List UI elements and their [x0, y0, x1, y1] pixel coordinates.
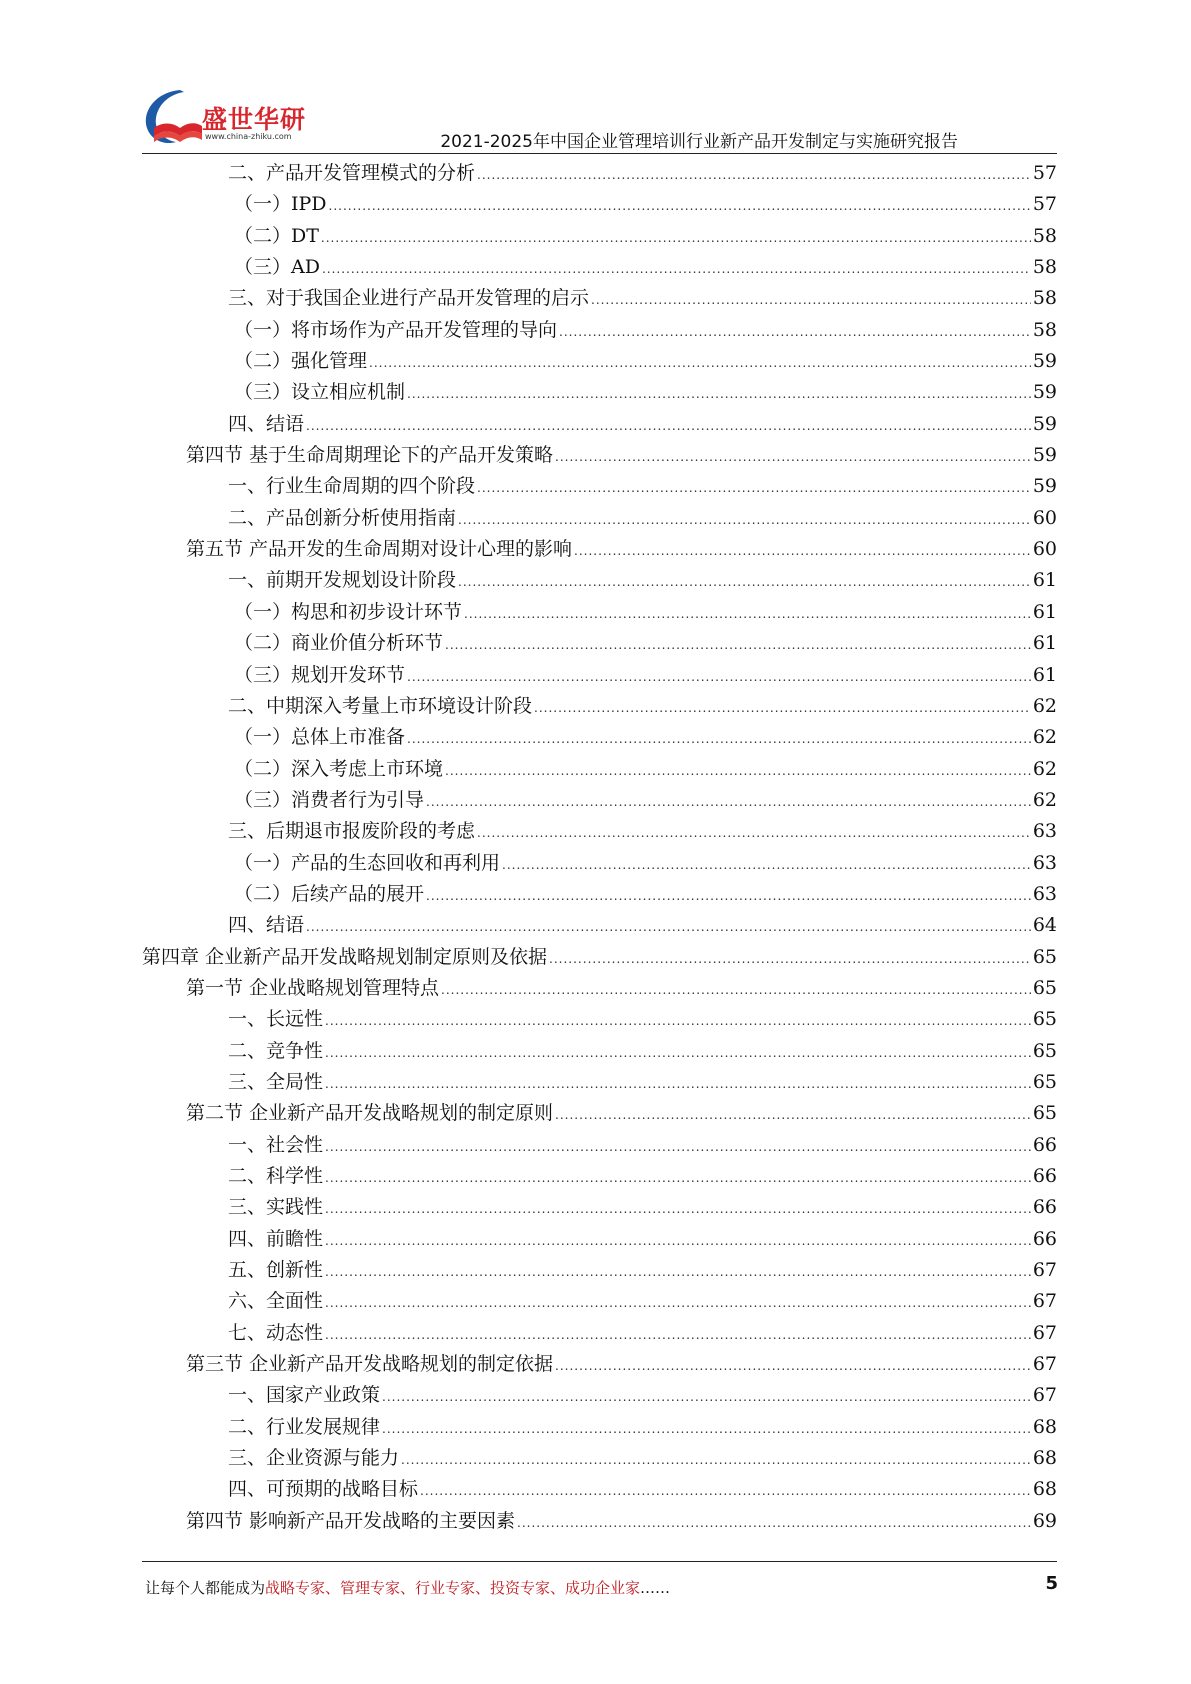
toc-leader-dots — [477, 473, 1031, 504]
toc-entry[interactable] — [142, 660, 1057, 691]
toc-entry[interactable] — [142, 346, 1057, 377]
slogan-highlight: 战略专家、管理专家、行业专家、投资专家、成功企业家 — [265, 1579, 641, 1597]
toc-entry[interactable] — [142, 409, 1057, 440]
footer-slogan — [145, 1577, 670, 1598]
toc-entry-title: 第二节 企业新产品开发战略规划的制定原则 — [186, 1102, 554, 1125]
toc-entry-title: 第四章 企业新产品开发战略规划制定原则及依据 — [142, 945, 548, 968]
toc-leader-dots — [407, 662, 1031, 693]
toc-leader-dots — [325, 1069, 1031, 1100]
toc-entry[interactable] — [142, 315, 1057, 346]
toc-entry-title: 一、社会性 — [228, 1133, 324, 1156]
toc-entry[interactable] — [142, 1161, 1057, 1192]
toc-entry-page: 58 — [1032, 224, 1057, 247]
toc-entry[interactable] — [142, 1349, 1057, 1380]
toc-entry-page: 65 — [1032, 1070, 1057, 1093]
logo-name: 盛世华研 — [202, 105, 307, 134]
toc-entry-title: 一、前期开发规划设计阶段 — [228, 569, 457, 592]
toc-leader-dots — [321, 223, 1031, 254]
toc-entry[interactable] — [142, 597, 1057, 628]
toc-leader-dots — [591, 285, 1031, 316]
toc-entry-page: 62 — [1032, 757, 1057, 780]
toc-entry-page: 61 — [1032, 632, 1057, 655]
toc-entry[interactable] — [142, 1224, 1057, 1255]
toc-entry-title: 七、动态性 — [228, 1321, 324, 1344]
page-header — [0, 0, 1191, 160]
toc-leader-dots — [426, 787, 1031, 818]
toc-leader-dots — [407, 379, 1031, 410]
toc-entry-title: 第四节 影响新产品开发战略的主要因素 — [186, 1509, 516, 1532]
toc-entry[interactable] — [142, 1130, 1057, 1161]
toc-entry-page: 67 — [1032, 1321, 1057, 1344]
toc-entry[interactable] — [142, 503, 1057, 534]
toc-entry-page: 61 — [1032, 600, 1057, 623]
slogan-suffix: …… — [640, 1579, 671, 1597]
toc-entry[interactable] — [142, 879, 1057, 910]
toc-entry-title: 六、全面性 — [228, 1290, 324, 1313]
toc-entry[interactable] — [142, 471, 1057, 502]
toc-entry[interactable] — [142, 1067, 1057, 1098]
toc-entry-title: 第一节 企业战略规划管理特点 — [186, 976, 440, 999]
toc-entry-title: 第三节 企业新产品开发战略规划的制定依据 — [186, 1353, 554, 1376]
toc-entry[interactable] — [142, 189, 1057, 220]
toc-entry-page: 60 — [1032, 506, 1057, 529]
toc-leader-dots — [517, 1508, 1031, 1539]
toc-entry-page: 67 — [1032, 1290, 1057, 1313]
footer-divider — [142, 1561, 1057, 1562]
toc-entry-page: 66 — [1032, 1227, 1057, 1250]
toc-entry-page: 65 — [1032, 1039, 1057, 1062]
toc-entry[interactable] — [142, 1004, 1057, 1035]
toc-leader-dots — [306, 912, 1031, 943]
toc-entry-title: 三、实践性 — [228, 1196, 324, 1219]
toc-entry-title: 一、行业生命周期的四个阶段 — [228, 475, 476, 498]
toc-leader-dots — [559, 317, 1031, 348]
toc-leader-dots — [426, 881, 1031, 912]
toc-entry-title: （一）将市场作为产品开发管理的导向 — [234, 318, 558, 341]
toc-leader-dots — [325, 1226, 1031, 1257]
toc-entry[interactable] — [142, 565, 1057, 596]
toc-leader-dots — [555, 1351, 1031, 1382]
toc-entry-title: （二）深入考虑上市环境 — [234, 757, 444, 780]
toc-leader-dots — [445, 756, 1031, 787]
toc-entry[interactable] — [142, 722, 1057, 753]
toc-entry-title: 四、结语 — [228, 914, 305, 937]
toc-leader-dots — [458, 505, 1031, 536]
toc-entry-title: 二、产品创新分析使用指南 — [228, 506, 457, 529]
toc-entry-title: （三）设立相应机制 — [234, 381, 406, 404]
toc-entry[interactable] — [142, 942, 1057, 973]
toc-entry[interactable] — [142, 816, 1057, 847]
toc-entry[interactable] — [142, 283, 1057, 314]
toc-leader-dots — [369, 348, 1031, 379]
toc-entry-page: 63 — [1032, 820, 1057, 843]
toc-entry[interactable] — [142, 910, 1057, 941]
toc-leader-dots — [322, 254, 1031, 285]
toc-entry-title: （三）规划开发环节 — [234, 663, 406, 686]
toc-entry[interactable] — [142, 1255, 1057, 1286]
toc-leader-dots — [325, 1194, 1031, 1225]
toc-entry-title: 二、科学性 — [228, 1165, 324, 1187]
toc-entry-page: 59 — [1032, 381, 1057, 404]
toc-entry[interactable] — [142, 785, 1057, 816]
toc-entry-page: 65 — [1032, 1102, 1057, 1125]
toc-entry-title: （一）总体上市准备 — [234, 726, 406, 749]
toc-entry-title: （一）构思和初步设计环节 — [234, 600, 463, 623]
toc-entry-title: 四、前瞻性 — [228, 1227, 324, 1250]
toc-entry[interactable] — [142, 1506, 1057, 1537]
toc-entry-page: 59 — [1032, 350, 1057, 373]
toc-entry-title: 三、对于我国企业进行产品开发管理的启示 — [228, 287, 590, 310]
toc-leader-dots — [407, 724, 1031, 755]
toc-entry-title: （三）AD — [234, 256, 320, 279]
toc-leader-dots — [502, 850, 1031, 881]
toc-entry-page: 66 — [1032, 1165, 1057, 1187]
toc-entry-title: 三、全局性 — [228, 1070, 324, 1093]
toc-entry-page: 68 — [1032, 1415, 1057, 1438]
toc-entry-title: 第四节 基于生命周期理论下的产品开发策略 — [186, 444, 554, 467]
toc-entry-page: 68 — [1032, 1478, 1057, 1501]
toc-leader-dots — [325, 1163, 1031, 1194]
toc-entry-page: 63 — [1032, 882, 1057, 905]
toc-entry-page: 66 — [1032, 1133, 1057, 1156]
toc-entry[interactable] — [142, 1412, 1057, 1443]
toc-entry[interactable] — [142, 1443, 1057, 1474]
toc-leader-dots — [325, 1132, 1031, 1163]
toc-entry-title: （二）后续产品的展开 — [234, 882, 425, 905]
toc-entry-page: 68 — [1032, 1447, 1057, 1470]
toc-leader-dots — [329, 191, 1031, 222]
toc-leader-dots — [325, 1320, 1031, 1351]
toc-entry[interactable] — [142, 221, 1057, 252]
toc-entry-page: 60 — [1032, 538, 1057, 561]
toc-leader-dots — [574, 536, 1031, 567]
toc-entry[interactable] — [142, 754, 1057, 785]
toc-entry-title: 一、国家产业政策 — [228, 1384, 381, 1407]
toc-leader-dots — [325, 1257, 1031, 1288]
toc-entry[interactable] — [142, 1098, 1057, 1129]
toc-leader-dots — [325, 1038, 1031, 1069]
toc-entry-title: （二）DT — [234, 224, 319, 247]
toc-entry-page: 62 — [1032, 694, 1057, 717]
toc-entry-page: 62 — [1032, 788, 1057, 811]
toc-leader-dots — [325, 1006, 1031, 1037]
toc-entry-title: （三）消费者行为引导 — [234, 788, 425, 811]
toc-leader-dots — [325, 1288, 1031, 1319]
toc-entry[interactable] — [142, 1036, 1057, 1067]
toc-entry-page: 57 — [1032, 162, 1057, 184]
toc-entry-title: 四、可预期的战略目标 — [228, 1478, 419, 1501]
toc-entry-title: 二、行业发展规律 — [228, 1415, 381, 1438]
report-title: 2021-2025年中国企业管理培训行业新产品开发制定与实施研究报告 — [440, 132, 958, 152]
toc-entry-page: 61 — [1032, 663, 1057, 686]
toc-entry-page: 67 — [1032, 1259, 1057, 1282]
toc-entry-page: 65 — [1032, 1008, 1057, 1031]
toc-entry-title: （一）IPD — [234, 193, 327, 216]
toc-entry[interactable] — [142, 158, 1057, 189]
toc-leader-dots — [382, 1414, 1031, 1445]
toc-entry-page: 58 — [1032, 318, 1057, 341]
toc-entry[interactable] — [142, 252, 1057, 283]
toc-entry-page: 69 — [1032, 1509, 1057, 1532]
toc-entry-title: 四、结语 — [228, 412, 305, 435]
toc-entry-page: 64 — [1032, 914, 1057, 937]
toc-entry-title: （一）产品的生态回收和再利用 — [234, 851, 501, 874]
toc-entry-title: （二）商业价值分析环节 — [234, 632, 444, 655]
toc-entry[interactable] — [142, 534, 1057, 565]
toc-leader-dots — [420, 1476, 1031, 1507]
toc-entry-title: 五、创新性 — [228, 1259, 324, 1282]
toc-leader-dots — [441, 975, 1031, 1006]
toc-leader-dots — [401, 1445, 1031, 1476]
toc-entry-page: 67 — [1032, 1384, 1057, 1407]
page-number: 5 — [1045, 1573, 1058, 1594]
toc-entry-title: 二、竞争性 — [228, 1039, 324, 1062]
toc-entry[interactable] — [142, 440, 1057, 471]
toc-entry-title: 第五节 产品开发的生命周期对设计心理的影响 — [186, 538, 573, 561]
toc-leader-dots — [382, 1382, 1031, 1413]
toc-entry-page: 63 — [1032, 851, 1057, 874]
toc-entry-page: 65 — [1032, 976, 1057, 999]
toc-entry-title: 二、产品开发管理模式的分析 — [228, 162, 476, 184]
toc-entry-page: 65 — [1032, 945, 1057, 968]
toc-entry-title: 三、企业资源与能力 — [228, 1447, 400, 1470]
toc-entry-title: 三、后期退市报废阶段的考虑 — [228, 820, 476, 843]
toc-entry-page: 66 — [1032, 1196, 1057, 1219]
toc-entry-title: 二、中期深入考量上市环境设计阶段 — [228, 694, 533, 717]
header-divider — [142, 153, 1057, 154]
toc-entry-page: 57 — [1032, 193, 1057, 216]
toc-leader-dots — [549, 944, 1031, 975]
toc-entry-page: 61 — [1032, 569, 1057, 592]
toc-leader-dots — [555, 442, 1031, 473]
slogan-prefix: 让每个人都能成为 — [145, 1579, 266, 1597]
toc-leader-dots — [477, 818, 1031, 849]
toc-entry[interactable] — [142, 1192, 1057, 1223]
toc-leader-dots — [458, 567, 1031, 598]
toc-entry[interactable] — [142, 1380, 1057, 1411]
toc-leader-dots — [464, 599, 1031, 630]
logo-url: www.china-zhiku.com — [205, 132, 292, 141]
toc-entry-title: 一、长远性 — [228, 1008, 324, 1031]
toc-leader-dots — [534, 693, 1031, 724]
toc-entry-page: 58 — [1032, 256, 1057, 279]
toc-entry[interactable] — [142, 848, 1057, 879]
toc-leader-dots — [477, 160, 1031, 191]
toc-entry[interactable] — [142, 1474, 1057, 1505]
toc-entry-page: 62 — [1032, 726, 1057, 749]
toc-leader-dots — [555, 1100, 1031, 1131]
toc-leader-dots — [306, 411, 1031, 442]
table-of-contents — [142, 158, 1057, 1537]
toc-entry-page: 58 — [1032, 287, 1057, 310]
toc-entry[interactable] — [142, 1318, 1057, 1349]
toc-entry-page: 67 — [1032, 1353, 1057, 1376]
toc-entry-page: 59 — [1032, 475, 1057, 498]
toc-entry[interactable] — [142, 628, 1057, 659]
toc-entry-title: （二）强化管理 — [234, 350, 368, 373]
toc-entry[interactable] — [142, 691, 1057, 722]
toc-entry[interactable] — [142, 1286, 1057, 1317]
toc-entry[interactable] — [142, 973, 1057, 1004]
toc-entry[interactable] — [142, 377, 1057, 408]
toc-entry-page: 59 — [1032, 412, 1057, 435]
toc-leader-dots — [445, 630, 1031, 661]
toc-entry-page: 59 — [1032, 444, 1057, 467]
